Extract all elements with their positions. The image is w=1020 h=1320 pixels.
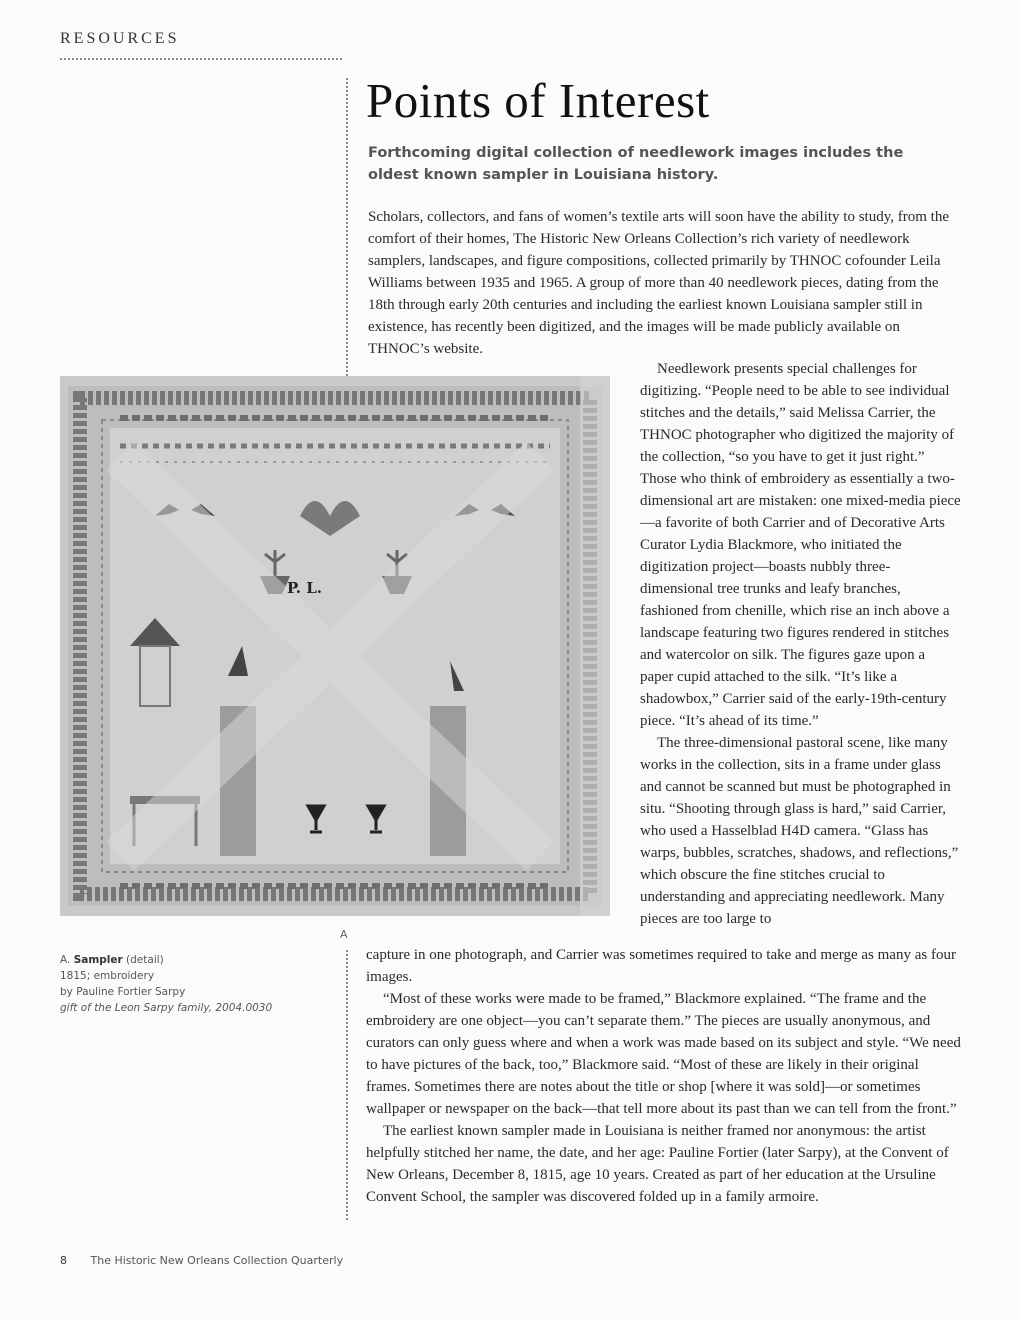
sampler-photo <box>60 376 610 916</box>
paragraph-frames: “Most of these works were made to be framed,” Blackmore explained. “The frame and the embroidery are one object—you can’t separate them.” The pieces are usually anonymous, and curators can only guess where and when a work was made based on its subject and style. “We need to have pictures of the back, too,” Blackmore said. “Most of these are likely in their original frames. Sometimes there are notes about the title or shop [where it was sold]—or sometimes wallpaper or newspaper on the back—that tell more about its past than we can tell from the front.” <box>366 991 961 1117</box>
lower-text <box>366 944 962 1208</box>
caption-artist: by Pauline Fortier Sarpy <box>60 986 186 998</box>
column-divider-bottom <box>346 950 348 1220</box>
sampler-image <box>60 376 610 916</box>
section-divider <box>60 58 342 60</box>
page-footer <box>60 1254 343 1267</box>
caption-title: Sampler <box>73 954 123 966</box>
article-subtitle: Forthcoming digital collection of needlework images includes the oldest known sampler in Louisiana history. <box>368 145 904 183</box>
column-divider-top <box>346 78 348 376</box>
paragraph-digitizing: Needlework presents special challenges for digitizing. “People need to be able to see individual stitches and the details,” said Melissa Carrier, the THNOC photographer who digitized the majority of the collection, “so you have to get it just right.” Those who think of embroidery as essentially a two-dimensional art are mistaken: one mixed-media piece—a favorite of both Carrier and of Decorative Arts Curator Lydia Blackmore, who initiated the digitization project—boasts nubbly three-dimensional tree trunks and leafy branches, fashioned from chenille, which rise an inch above a landscape featuring two figures rendered in stitches and watercolor on silk. The figures gaze upon a paper cupid attached to the silk. “It’s like a shadowbox,” Carrier said of the early-19th-century piece. “It’s ahead of its time.” <box>640 361 961 729</box>
caption-credit: gift of the Leon Sarpy family, 2004.0030 <box>60 1002 273 1014</box>
paragraph-pastoral-scene: The three-dimensional pastoral scene, like many works in the collection, sits in a frame under glass and cannot be scanned but must be photographed in situ. “Shooting through glass is hard,” said Carrier, who used a Hasselblad H4D camera. “Glass has warps, bubbles, scratches, shadows, and reflections,” which obscure the fine stitches crucial to understanding and appreciating needlework. Many pieces are too large to <box>640 735 959 927</box>
figure-letter: A <box>340 928 348 941</box>
sampler-initials: P. L. <box>287 579 323 597</box>
caption-letter: A. <box>60 954 71 966</box>
publication-name: The Historic New Orleans Collection Quarterly <box>90 1254 344 1267</box>
intro-paragraph: Scholars, collectors, and fans of women’s textile arts will soon have the ability to study, from the comfort of their homes, The Historic New Orleans Collection’s rich variety of needlework samplers, landscapes, and figure compositions, collected primarily by THNOC cofounder Leila Williams between 1935 and 1965. A group of more than 40 needlework pieces, dating from the 18th through early 20th centuries and including the earliest known Louisiana sampler still in existence, has recently been digitized, and the images will be made publicly available on THNOC’s website. <box>368 209 949 357</box>
caption-date-medium: 1815; embroidery <box>60 970 155 982</box>
caption-detail: (detail) <box>126 954 164 966</box>
paragraph-continuation: capture in one photograph, and Carrier was sometimes required to take and merge as many as four images. <box>366 947 956 985</box>
right-column <box>640 358 962 930</box>
article-title: Points of Interest <box>366 73 710 128</box>
page-number: 8 <box>60 1254 67 1267</box>
section-label: RESOURCES <box>60 30 180 47</box>
figure-caption <box>60 952 330 1016</box>
paragraph-earliest-sampler: The earliest known sampler made in Louisiana is neither framed nor anonymous: the artist helpfully stitched her name, the date, and her age: Pauline Fortier (later Sarpy), at the Convent of New Orleans, December 8, 1815, age 10 years. Created as part of her education at the Ursuline Convent School, the sampler was discovered folded up in a family armoire. <box>366 1123 949 1205</box>
